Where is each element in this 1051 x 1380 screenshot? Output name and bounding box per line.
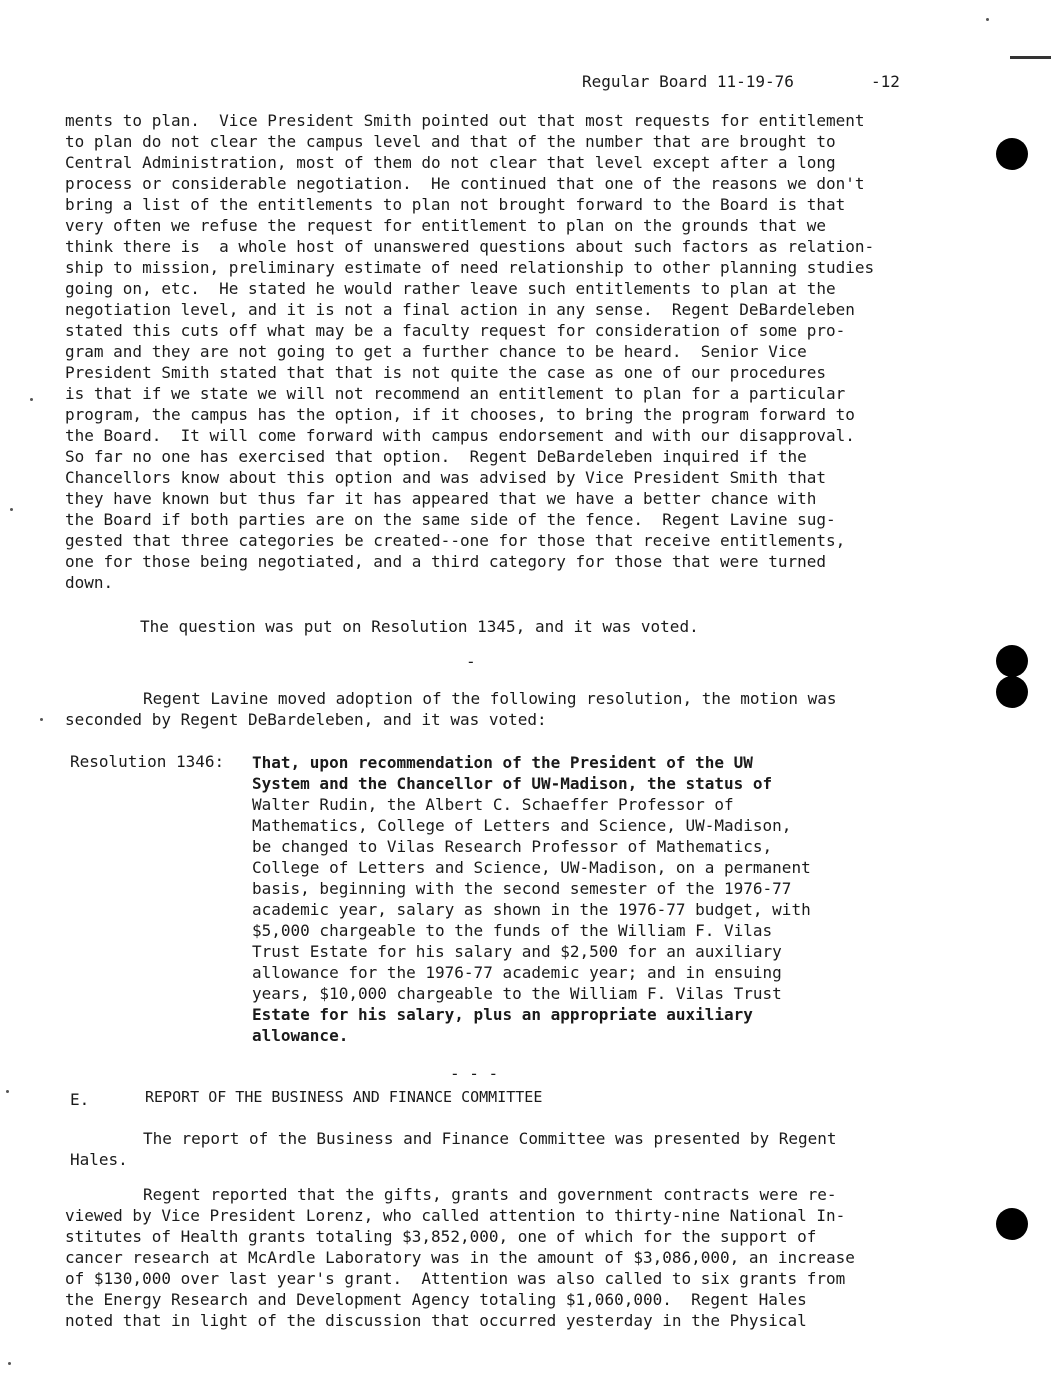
page-header bbox=[582, 72, 900, 91]
resolution-line: Walter Rudin, the Albert C. Schaeffer Professor of bbox=[252, 795, 734, 814]
text-line: bring a list of the entitlements to plan not brought forward to the Board is that bbox=[65, 195, 846, 214]
speck bbox=[30, 398, 33, 401]
section-letter: E. bbox=[70, 1090, 90, 1109]
separator-dashes: - - - bbox=[450, 1064, 499, 1083]
speck bbox=[6, 1090, 9, 1093]
resolution-body bbox=[252, 752, 892, 1046]
text-line: cancer research at McArdle Laboratory was in the amount of $3,086,000, an increase bbox=[65, 1248, 855, 1267]
resolution-line: allowance for the 1976-77 academic year; and in ensuing bbox=[252, 963, 782, 982]
resolution-line: basis, beginning with the second semester of the 1976-77 bbox=[252, 879, 792, 898]
text-line: Chancellors know about this option and was advised by Vice President Smith that bbox=[65, 468, 826, 487]
resolution-label: Resolution 1346: bbox=[70, 752, 225, 771]
text-line: stated this cuts off what may be a faculty request for consideration of some pro- bbox=[65, 321, 846, 340]
separator-dash: - bbox=[466, 652, 476, 671]
text-line: gested that three categories be created--one for those that receive entitlements, bbox=[65, 531, 846, 550]
page-number: -12 bbox=[870, 72, 900, 91]
text-line: viewed by Vice President Lorenz, who called attention to thirty-nine National In- bbox=[65, 1206, 846, 1225]
resolution-line: academic year, salary as shown in the 1976-77 budget, with bbox=[252, 900, 811, 919]
text-line: the Board if both parties are on the same side of the fence. Regent Lavine sug- bbox=[65, 510, 836, 529]
resolution-line: Estate for his salary, plus an appropriate auxiliary bbox=[252, 1005, 753, 1024]
text-line: noted that in light of the discussion that occurred yesterday in the Physical bbox=[65, 1311, 807, 1330]
text-line: President Smith stated that that is not quite the case as one of our procedures bbox=[65, 363, 826, 382]
punch-hole bbox=[996, 138, 1028, 170]
text-line: think there is a whole host of unanswered questions about such factors as relation- bbox=[65, 237, 875, 256]
resolution-line: $5,000 chargeable to the funds of the William F. Vilas bbox=[252, 921, 773, 940]
text-line: is that if we state we will not recommend an entitlement to plan for a particular bbox=[65, 384, 846, 403]
paragraph-report-intro bbox=[65, 1128, 965, 1170]
text-line: the Board. It will come forward with campus endorsement and with our disapproval. bbox=[65, 426, 855, 445]
paragraph-entitlements bbox=[65, 110, 965, 593]
text-line: the Energy Research and Development Agency totaling $1,060,000. Regent Hales bbox=[65, 1290, 807, 1309]
text-line: So far no one has exercised that option. Regent DeBardeleben inquired if the bbox=[65, 447, 807, 466]
paragraph-motion bbox=[65, 688, 965, 730]
resolution-line: years, $10,000 chargeable to the William F. Vilas Trust bbox=[252, 984, 782, 1003]
punch-hole bbox=[996, 645, 1028, 677]
text-line: down. bbox=[65, 573, 114, 592]
resolution-line: System and the Chancellor of UW-Madison, the status of bbox=[252, 774, 773, 793]
speck bbox=[40, 718, 43, 721]
text-line: Regent Lavine moved adoption of the following resolution, the motion was bbox=[143, 689, 837, 708]
resolution-line: College of Letters and Science, UW-Madison, on a permanent bbox=[252, 858, 811, 877]
text-line: very often we refuse the request for entitlement to plan on the grounds that we bbox=[65, 216, 826, 235]
resolution-line: Mathematics, College of Letters and Science, UW-Madison, bbox=[252, 816, 792, 835]
paragraph-report-body bbox=[65, 1184, 965, 1331]
text-line: they have known but thus far it has appeared that we have a better chance with bbox=[65, 489, 817, 508]
text-line: negotiation level, and it is not a final action in any sense. Regent DeBardeleben bbox=[65, 300, 855, 319]
text-line: Hales. bbox=[70, 1150, 128, 1169]
question-vote-line: The question was put on Resolution 1345, and it was voted. bbox=[140, 617, 699, 636]
text-line: process or considerable negotiation. He continued that one of the reasons we don't bbox=[65, 174, 865, 193]
text-line: Central Administration, most of them do not clear that level except after a long bbox=[65, 153, 836, 172]
text-line: ments to plan. Vice President Smith pointed out that most requests for entitlement bbox=[65, 111, 865, 130]
text-line: to plan do not clear the campus level and that of the number that are brought to bbox=[65, 132, 836, 151]
text-line: The report of the Business and Finance Committee was presented by Regent bbox=[143, 1129, 837, 1148]
text-line: one for those being negotiated, and a third category for those that were turned bbox=[65, 552, 826, 571]
edge-mark bbox=[1010, 56, 1051, 59]
text-line: seconded by Regent DeBardeleben, and it was voted: bbox=[65, 710, 547, 729]
text-line: gram and they are not going to get a further chance to be heard. Senior Vice bbox=[65, 342, 807, 361]
text-line: going on, etc. He stated he would rather leave such entitlements to plan at the bbox=[65, 279, 836, 298]
speck bbox=[8, 1362, 11, 1365]
speck bbox=[10, 508, 13, 511]
speck bbox=[986, 18, 989, 21]
text-line: program, the campus has the option, if it chooses, to bring the program forward to bbox=[65, 405, 855, 424]
section-title: REPORT OF THE BUSINESS AND FINANCE COMMITTEE bbox=[145, 1088, 543, 1106]
resolution-line: be changed to Vilas Research Professor of Mathematics, bbox=[252, 837, 773, 856]
text-line: Regent reported that the gifts, grants and government contracts were re- bbox=[143, 1185, 837, 1204]
header-title: Regular Board 11-19-76 bbox=[582, 72, 794, 91]
punch-hole bbox=[996, 676, 1028, 708]
text-line: ship to mission, preliminary estimate of need relationship to other planning studies bbox=[65, 258, 875, 277]
punch-hole bbox=[996, 1208, 1028, 1240]
resolution-line: Trust Estate for his salary and $2,500 for an auxiliary bbox=[252, 942, 782, 961]
resolution-line: allowance. bbox=[252, 1026, 349, 1045]
text-line: of $130,000 over last year's grant. Attention was also called to six grants from bbox=[65, 1269, 846, 1288]
resolution-line: That, upon recommendation of the President of the UW bbox=[252, 753, 753, 772]
text-line: stitutes of Health grants totaling $3,852,000, one of which for the support of bbox=[65, 1227, 817, 1246]
